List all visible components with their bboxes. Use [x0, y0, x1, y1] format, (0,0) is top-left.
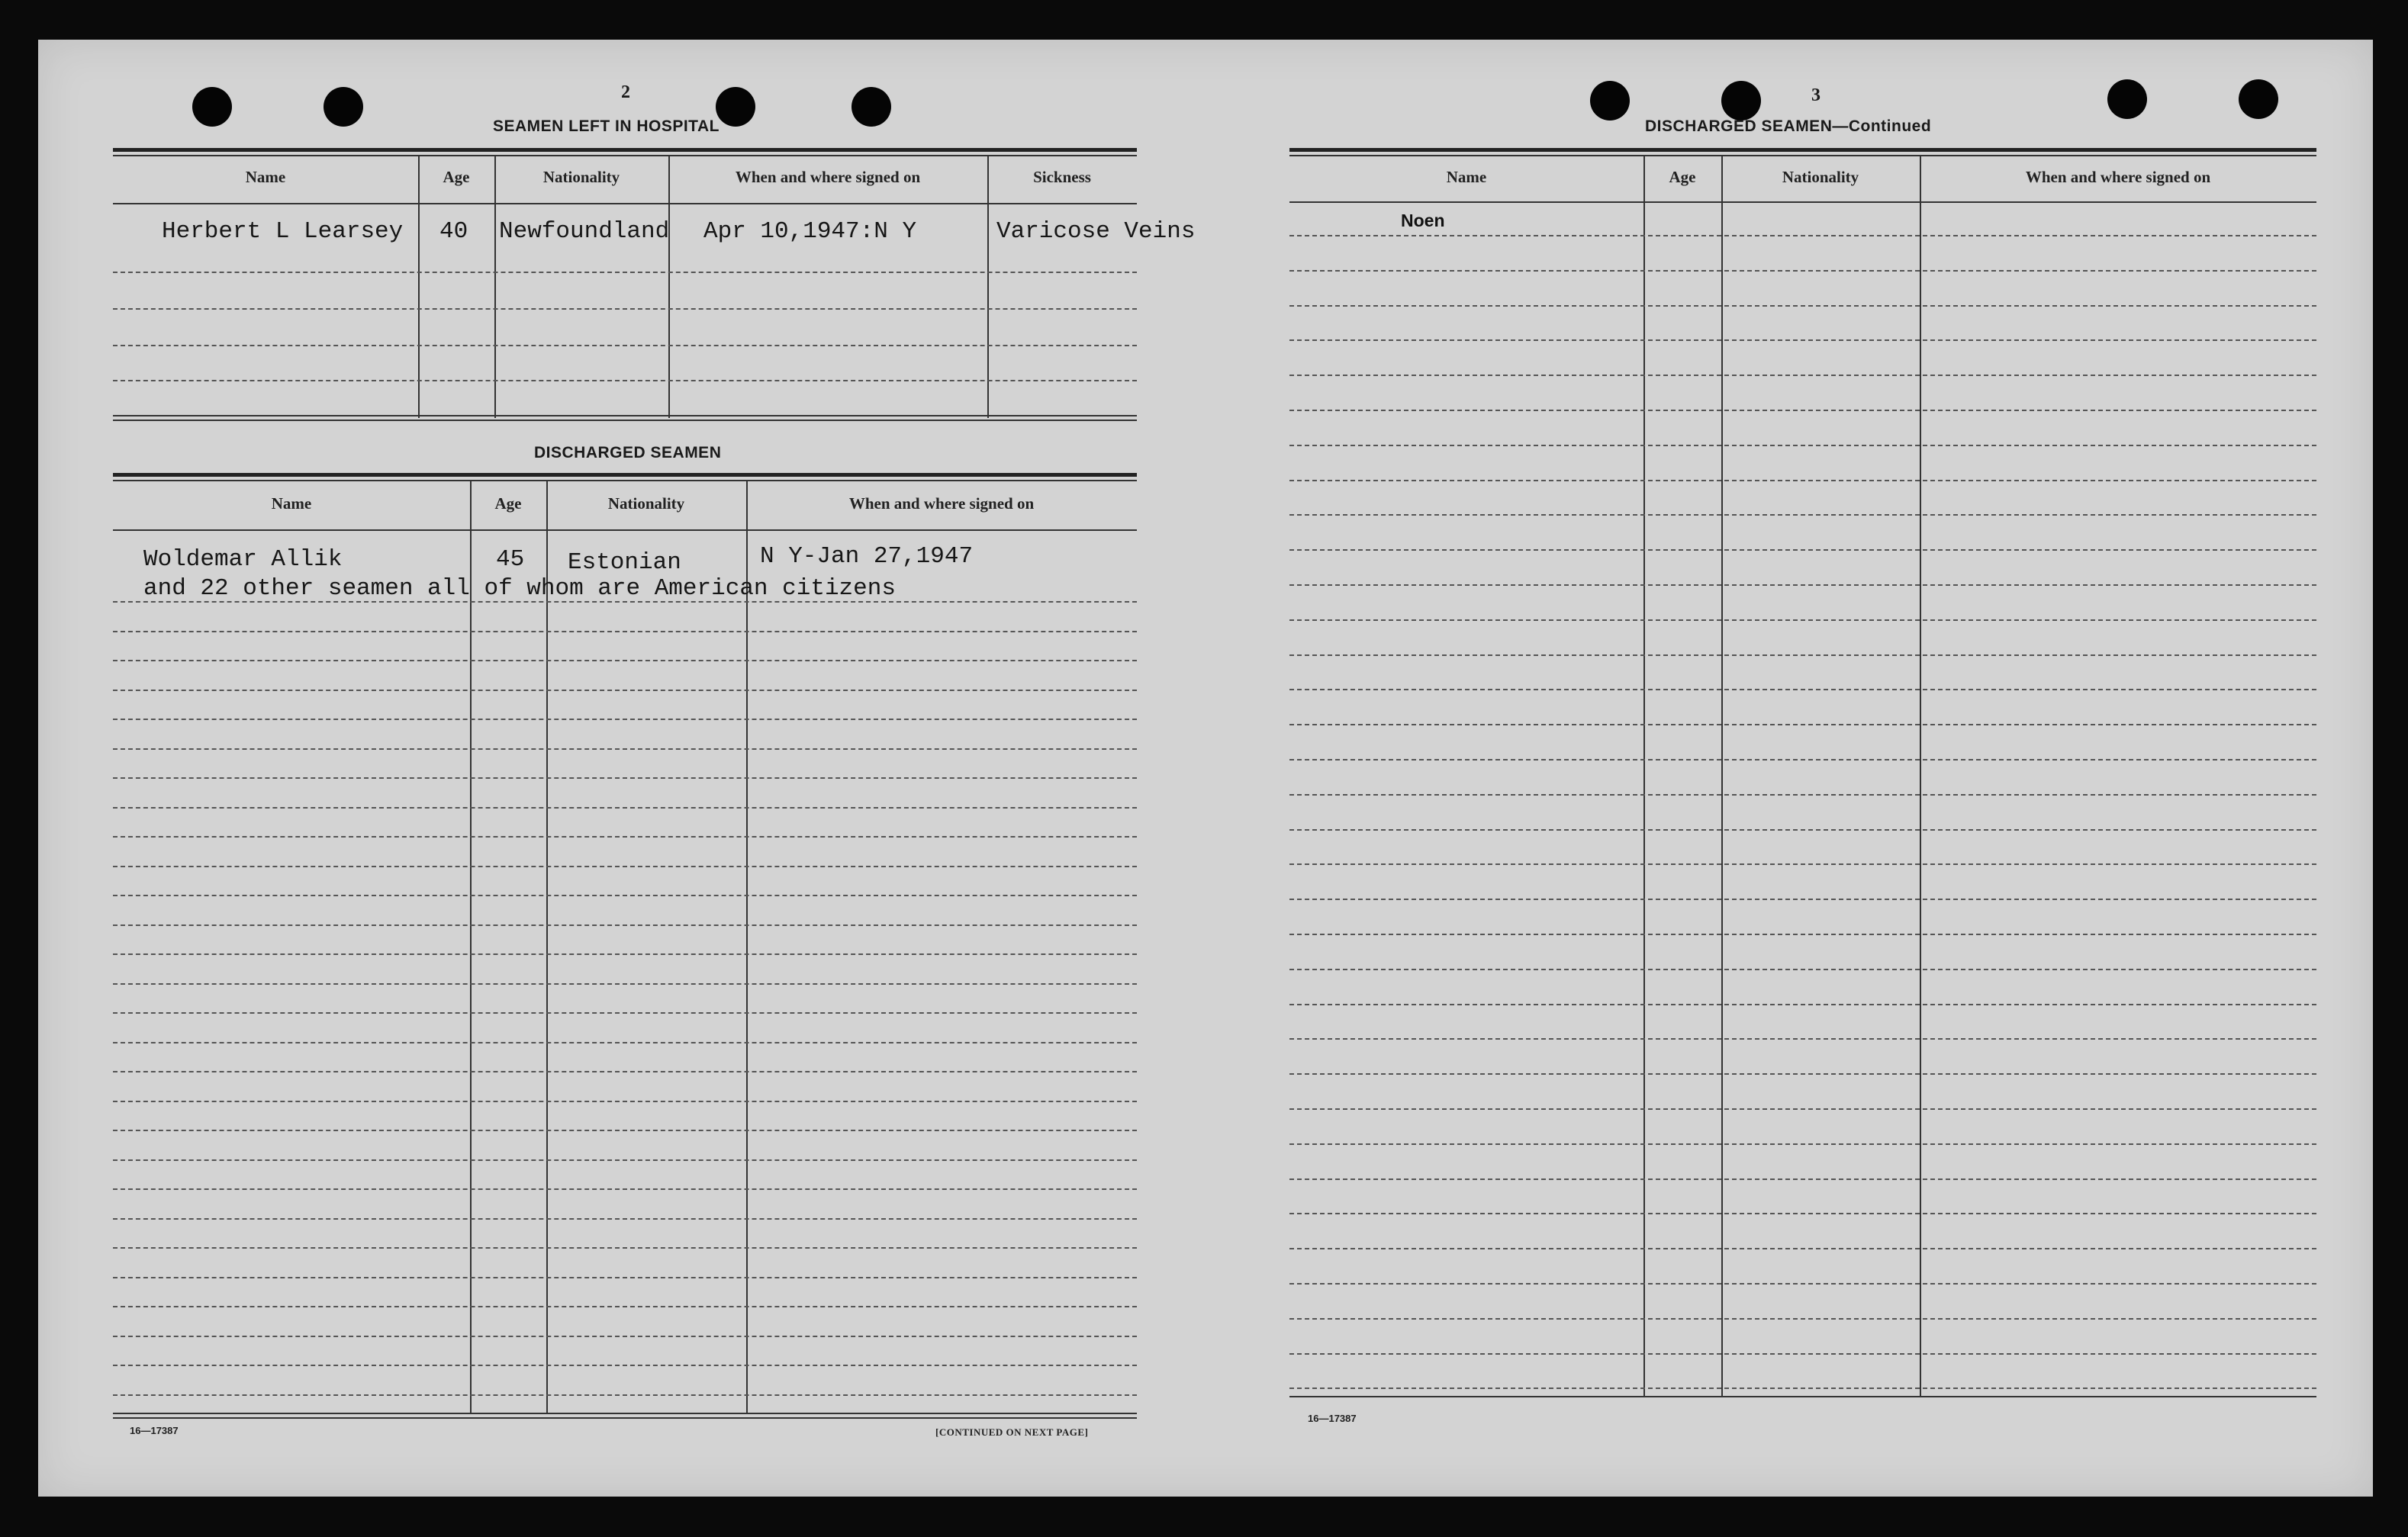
punch-hole — [1721, 81, 1761, 121]
hospital-header-age: Age — [443, 168, 470, 186]
ruled-line — [1289, 724, 2316, 725]
ruled-line — [1289, 1108, 2316, 1110]
ruled-line — [1289, 934, 2316, 935]
discharged-left-rows — [113, 473, 1137, 1419]
discharged-header-name: Name — [271, 494, 312, 513]
ruled-line — [113, 1218, 1137, 1220]
ruled-line — [113, 1101, 1137, 1102]
ruled-line — [1289, 1213, 2316, 1214]
ruled-line — [113, 836, 1137, 838]
ruled-line — [1289, 1073, 2316, 1075]
ruled-line — [1289, 1353, 2316, 1355]
ruled-line — [113, 1042, 1137, 1043]
continued-header-age: Age — [1669, 168, 1696, 186]
punch-hole — [192, 87, 232, 127]
ruled-line — [113, 1247, 1137, 1249]
ruled-line — [113, 1012, 1137, 1014]
ruled-line — [1289, 619, 2316, 621]
discharged-continued-title-suffix: —Continued — [1832, 117, 1932, 135]
ruled-line — [1289, 1143, 2316, 1145]
ruled-line — [1289, 1004, 2316, 1005]
ruled-line — [113, 1130, 1137, 1131]
ruled-line — [113, 1365, 1137, 1366]
hospital-entry-name: Herbert L Learsey — [162, 218, 404, 245]
ruled-line — [113, 660, 1137, 661]
punch-hole — [324, 87, 363, 127]
ruled-line — [113, 1394, 1137, 1396]
discharged-continued-title — [1645, 117, 1931, 136]
continued-header-signed-on: When and where signed on — [2025, 168, 2211, 186]
hospital-section-title: SEAMEN LEFT IN HOSPITAL — [493, 117, 720, 135]
form-number-left: 16—17387 — [130, 1425, 179, 1436]
ruled-line — [1289, 759, 2316, 760]
ruled-line — [1289, 1248, 2316, 1249]
continued-header-nationality: Nationality — [1782, 168, 1859, 186]
continued-header-name: Name — [1446, 168, 1487, 186]
ruled-line — [113, 631, 1137, 632]
continued-entry-none: Noen — [1401, 211, 1445, 230]
discharged-table-right — [1289, 148, 2316, 1402]
ruled-line — [1289, 863, 2316, 865]
discharged-section-title: DISCHARGED SEAMEN — [534, 444, 722, 461]
ruled-line — [1289, 514, 2316, 516]
form-number-right: 16—17387 — [1308, 1413, 1357, 1424]
discharged-right-rows — [1289, 148, 2316, 1402]
continued-note: [CONTINUED ON NEXT PAGE] — [935, 1426, 1089, 1438]
hospital-entry-sickness: Varicose Veins — [996, 218, 1196, 245]
ruled-line — [113, 777, 1137, 779]
ruled-line — [113, 719, 1137, 720]
ruled-line — [113, 1188, 1137, 1190]
ruled-line — [1289, 794, 2316, 796]
ruled-line — [1289, 899, 2316, 900]
ruled-line — [1289, 654, 2316, 656]
ruled-line — [113, 1071, 1137, 1072]
ruled-line — [113, 1277, 1137, 1278]
ruled-line — [1289, 235, 2316, 236]
punch-hole — [851, 87, 891, 127]
ruled-line — [1289, 1318, 2316, 1320]
ruled-line — [113, 807, 1137, 809]
discharged-entry-name: Woldemar Allik — [143, 546, 343, 573]
ruled-line — [1289, 549, 2316, 551]
hospital-header-nationality: Nationality — [542, 168, 620, 186]
discharged-entry-signed-on: N Y-Jan 27,1947 — [760, 543, 974, 570]
discharged-table-left — [113, 473, 1137, 1419]
ruled-line — [113, 1159, 1137, 1161]
discharged-header-age: Age — [494, 494, 522, 513]
ruled-line — [113, 953, 1137, 955]
ruled-line — [1289, 445, 2316, 446]
page-number-right: 3 — [1811, 85, 1820, 105]
ruled-line — [1289, 375, 2316, 376]
ruled-line — [1289, 305, 2316, 307]
punch-hole — [2107, 79, 2147, 119]
discharged-entry-age: 45 — [496, 546, 525, 573]
ruled-line — [1289, 1038, 2316, 1040]
punch-hole — [2239, 79, 2278, 119]
hospital-header-sickness: Sickness — [1033, 168, 1091, 186]
ruled-line — [113, 1336, 1137, 1337]
ruled-line — [1289, 410, 2316, 411]
hospital-header-name: Name — [245, 168, 286, 186]
ruled-line — [113, 895, 1137, 896]
punch-hole — [1590, 81, 1630, 121]
hospital-table — [113, 148, 1196, 423]
discharged-header-nationality: Nationality — [607, 494, 685, 513]
ruled-line — [1289, 1283, 2316, 1285]
ruled-line — [113, 748, 1137, 750]
ruled-line — [113, 866, 1137, 867]
discharged-note: and 22 other seamen all of whom are American citizens — [143, 575, 896, 602]
hospital-entry-age: 40 — [439, 218, 468, 245]
ruled-line — [113, 690, 1137, 691]
ruled-line — [1289, 480, 2316, 481]
ruled-line — [1289, 689, 2316, 690]
ruled-line — [113, 1306, 1137, 1307]
hospital-entry-signed-on: Apr 10,1947:N Y — [703, 218, 917, 245]
hospital-entry-nationality: Newfoundland — [499, 218, 670, 245]
hospital-header-signed-on: When and where signed on — [735, 168, 921, 186]
discharged-continued-title-main: DISCHARGED SEAMEN — [1645, 117, 1833, 135]
ruled-line — [1289, 1387, 2316, 1389]
discharged-entry-nationality: Estonian — [568, 549, 681, 576]
punch-hole — [716, 87, 755, 127]
discharged-header-signed-on: When and where signed on — [848, 494, 1035, 513]
ruled-line — [1289, 969, 2316, 970]
ruled-line — [1289, 1178, 2316, 1180]
ruled-line — [113, 983, 1137, 985]
ruled-line — [1289, 270, 2316, 272]
ruled-line — [1289, 584, 2316, 586]
ruled-line — [1289, 829, 2316, 831]
ruled-line — [113, 924, 1137, 926]
ruled-line — [1289, 339, 2316, 341]
page-number-left: 2 — [621, 82, 630, 102]
